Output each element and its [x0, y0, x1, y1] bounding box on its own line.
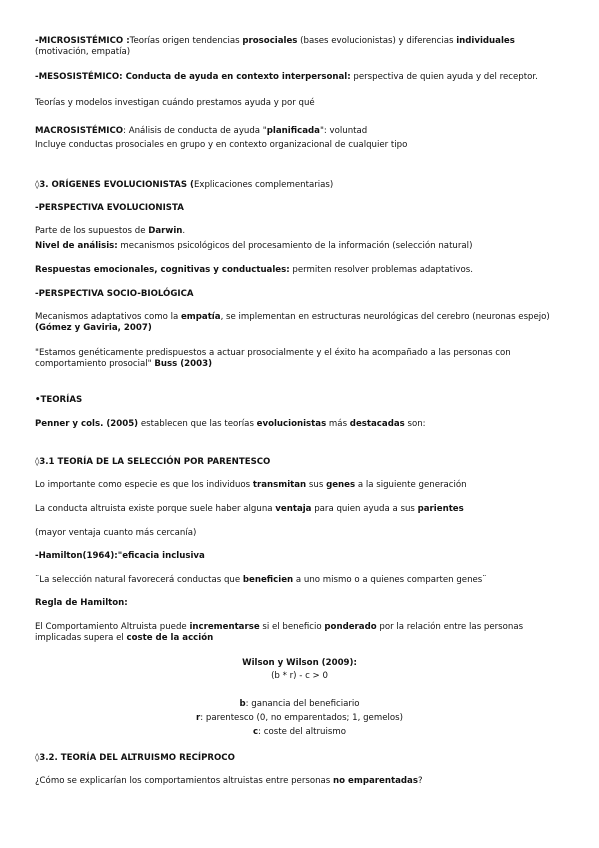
formula-source	[0, 658, 599, 669]
text: mecanismos psicológicos del procesamiento de la información (selección natural)	[117, 241, 473, 251]
bold: beneficien	[242, 575, 294, 585]
teorias-line	[35, 419, 565, 430]
meso-text: perspectiva de quien ayuda y del receptor.	[350, 72, 538, 82]
persp-evo-title: -PERSPECTIVA EVOLUCIONISTA	[35, 203, 184, 213]
regla-title: Regla de Hamilton:	[35, 598, 128, 608]
bold: destacadas	[349, 419, 405, 429]
bold: ventaja	[275, 504, 312, 514]
micro-text: (bases evolucionistas) y diferencias	[297, 36, 457, 46]
persp-socio-line2	[35, 348, 565, 370]
bold: c	[253, 727, 259, 737]
meso-paragraph	[35, 72, 565, 83]
bold: Buss (2003)	[154, 359, 213, 370]
bold: coste de la acción	[126, 633, 214, 644]
section-3-title: ◊3. ORÍGENES EVOLUCIONISTAS (	[35, 180, 194, 190]
bold: parientes	[417, 504, 464, 514]
macro-paragraph	[35, 126, 565, 137]
bold: Nivel de análisis:	[35, 241, 118, 251]
text: Parte de los supuestos de	[35, 226, 149, 236]
micro-bold: individuales	[456, 36, 515, 46]
text: Mecanismos adaptativos como la	[35, 312, 181, 322]
text: "Estamos genéticamente predispuestos a actuar prosocialmente y el éxito ha acompañado a las personas con comportamiento prosocial"	[35, 348, 511, 370]
macro-text: ": voluntad	[319, 126, 368, 136]
macro-bold: planificada	[266, 126, 320, 136]
text: si el beneficio	[259, 622, 325, 632]
formula-r	[0, 713, 599, 724]
formula-c	[0, 727, 599, 738]
section-3-subtitle: Explicaciones complementarias)	[193, 180, 334, 190]
text: a la siguiente generación	[355, 480, 467, 490]
persp-evo-heading	[35, 203, 565, 214]
macro-text: : Análisis de conducta de ayuda "	[123, 126, 267, 136]
macro-label: MACROSISTÉMICO	[35, 126, 124, 136]
text: ¿Cómo se explicarían los comportamientos altruistas entre personas	[35, 776, 334, 786]
text: : coste del altruismo	[258, 727, 346, 737]
section-31-title: ◊3.1 TEORÍA DE LA SELECCIÓN POR PARENTESCO	[35, 457, 271, 467]
text: ¨La selección natural favorecerá conductas que	[35, 575, 243, 585]
sec31-line2	[35, 504, 565, 515]
text: Lo importante como especie es que los individuos	[35, 480, 253, 490]
bold: ponderado	[324, 622, 377, 632]
formula-b	[0, 699, 599, 710]
hamilton-heading	[35, 551, 565, 562]
meso-line2: Teorías y modelos investigan cuándo prestamos ayuda y por qué	[35, 98, 315, 108]
micro-paragraph	[35, 36, 565, 58]
teorias-title: •TEORÍAS	[35, 395, 83, 405]
text: ?	[417, 776, 423, 786]
text: La conducta altruista existe porque suele haber alguna	[35, 504, 276, 514]
formula-source-text: Wilson y Wilson (2009):	[242, 658, 357, 668]
hamilton-quote	[35, 575, 565, 586]
text: más	[326, 419, 350, 429]
hamilton-title: -Hamilton(1964):"eficacia inclusiva	[35, 551, 205, 561]
bold: (Gómez y Gaviria, 2007)	[35, 323, 152, 334]
text: sus	[306, 480, 327, 490]
regla-heading	[35, 598, 565, 609]
bold: Penner y cols. (2005)	[35, 419, 139, 429]
micro-label: -MICROSISTÉMICO :	[35, 36, 130, 46]
text: establecen que las teorías	[138, 419, 257, 429]
persp-socio-line1	[35, 312, 565, 334]
text: a uno mismo o a quienes comparten genes¨	[293, 575, 487, 585]
text: por la relación entre las personas implicadas supera el	[35, 622, 524, 644]
macro-line2: Incluye conductas prosociales en grupo y en contexto organizacional de cualquier tipo	[35, 140, 408, 150]
text: para quien ayuda a sus	[311, 504, 418, 514]
sec32-question	[35, 776, 565, 787]
text: permiten resolver problemas adaptativos.	[289, 265, 473, 275]
formula-expression: (b * r) - c > 0	[271, 671, 328, 681]
meso-bold: Conducta de ayuda en contexto interpersonal:	[125, 72, 351, 82]
micro-text: (motivación, empatía)	[35, 47, 131, 58]
bold: genes	[326, 480, 356, 490]
persp-evo-line3	[35, 265, 565, 276]
persp-evo-line2	[35, 241, 565, 252]
micro-text: Teorías origen tendencias	[129, 36, 243, 46]
bold: no emparentadas	[333, 776, 418, 786]
section-31-heading	[35, 457, 565, 468]
bold: evolucionistas	[256, 419, 327, 429]
meso-label: -MESOSISTÉMICO:	[35, 72, 126, 82]
text: .	[182, 226, 186, 236]
text: : parentesco (0, no emparentados; 1, gemelos)	[200, 713, 403, 723]
bold: transmitan	[252, 480, 307, 490]
regla-text	[35, 622, 565, 644]
section-32-title: ◊3.2. TEORÍA DEL ALTRUISMO RECÍPROCO	[35, 753, 235, 763]
text: : ganancia del beneficiario	[245, 699, 360, 709]
bold: Darwin	[148, 226, 183, 236]
bold: r	[196, 713, 201, 723]
persp-socio-heading	[35, 289, 565, 300]
section-3-heading	[35, 180, 565, 191]
bold: Respuestas emocionales, cognitivas y conductuales:	[35, 265, 290, 275]
bold: empatía	[180, 312, 221, 322]
persp-socio-title: -PERSPECTIVA SOCIO-BIOLÓGICA	[35, 289, 194, 299]
bold: b	[239, 699, 246, 709]
teorias-heading	[35, 395, 565, 406]
persp-evo-line1	[35, 226, 565, 237]
text: son:	[404, 419, 426, 429]
sec31-line3: (mayor ventaja cuanto más cercanía)	[35, 528, 197, 538]
section-32-heading	[35, 753, 565, 764]
bold: incrementarse	[189, 622, 260, 632]
sec31-line1	[35, 480, 565, 491]
micro-bold: prosociales	[242, 36, 298, 46]
text: El Comportamiento Altruista puede	[35, 622, 190, 632]
text: , se implementan en estructuras neurológicas del cerebro (neuronas espejo)	[220, 312, 550, 322]
